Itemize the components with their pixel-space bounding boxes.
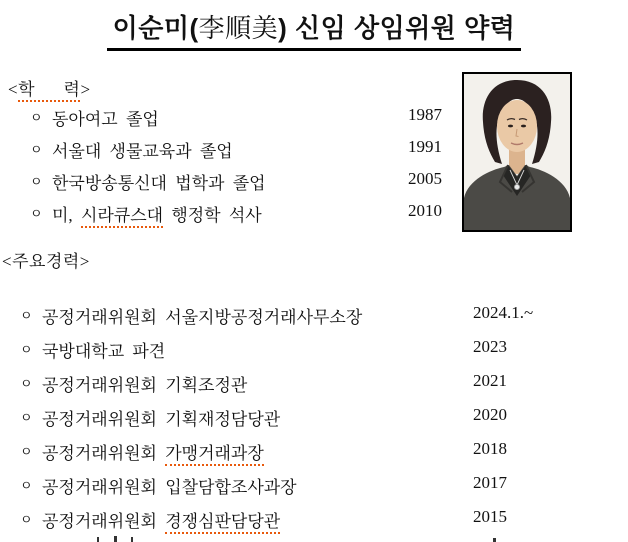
bracket-close: >	[79, 252, 90, 271]
bullet-marker: ㅇ	[30, 142, 43, 157]
bullet-marker: ㅇ	[20, 376, 33, 391]
spellcheck-underlined-word: 시라큐스대	[81, 206, 163, 228]
career-row	[0, 436, 628, 470]
career-entry-text: 공정거래위원회 기획재정담당관	[42, 410, 281, 429]
career-entry-text: 공정거래위원회 서울지방공정거래사무소장	[42, 308, 363, 327]
clipped-next-line-mark	[131, 537, 133, 542]
bullet-marker: ㅇ	[20, 342, 33, 357]
education-header-label: 학 력	[18, 80, 80, 102]
education-entry-text: 미, 시라큐스대 행정학 석사	[52, 201, 262, 226]
bullet-marker: ㅇ	[20, 512, 33, 527]
bullet-marker: ㅇ	[20, 308, 33, 323]
clipped-next-line-mark	[493, 538, 496, 542]
portrait-illustration	[464, 74, 570, 230]
title-suffix: ) 신임 상임위원 약력	[278, 13, 516, 43]
career-entry-year: 2024.1.~	[473, 303, 534, 322]
clipped-next-line-mark	[114, 536, 117, 542]
bullet-marker: ㅇ	[20, 444, 33, 459]
career-entry-year: 2021	[473, 371, 507, 390]
career-entry-year: 2018	[473, 439, 507, 458]
career-entry-text: 국방대학교 파견	[42, 342, 166, 361]
education-section-header	[8, 75, 91, 100]
title-name-hanja: 李順美	[198, 13, 279, 43]
portrait-photo	[462, 72, 572, 232]
career-row	[0, 504, 628, 538]
education-entry-text: 서울대 생물교육과 졸업	[52, 142, 233, 161]
education-entry-year: 2005	[408, 169, 442, 188]
career-row	[0, 300, 628, 334]
spellcheck-underlined-word: 가맹거래과장	[165, 444, 264, 466]
career-list	[0, 300, 628, 538]
career-header-label: 주요경력	[12, 252, 80, 271]
title-name-korean: 이순미(	[112, 13, 199, 43]
career-entry-text: 공정거래위원회 입찰담합조사과장	[42, 478, 297, 497]
page-title	[107, 8, 522, 51]
education-entry-text: 한국방송통신대 법학과 졸업	[52, 174, 266, 193]
bullet-marker: ㅇ	[20, 478, 33, 493]
bullet-marker: ㅇ	[30, 174, 43, 189]
career-row	[0, 334, 628, 368]
career-entry-text: 공정거래위원회 기획조정관	[42, 376, 248, 395]
bullet-marker: ㅇ	[20, 410, 33, 425]
career-entry-year: 2017	[473, 473, 507, 492]
education-entry-year: 1991	[408, 137, 442, 156]
career-row	[0, 368, 628, 402]
career-entry-year: 2020	[473, 405, 507, 424]
career-section-header	[2, 247, 90, 272]
education-entry-text: 동아여고 졸업	[52, 110, 159, 129]
bracket-open: <	[2, 252, 13, 271]
career-entry-text: 공정거래위원회 가맹거래과장	[42, 439, 264, 464]
career-row	[0, 470, 628, 504]
education-entry-year: 2010	[408, 201, 442, 220]
title-wrap	[0, 8, 628, 51]
bullet-marker: ㅇ	[30, 110, 43, 125]
education-entry-year: 1987	[408, 105, 442, 124]
bullet-marker: ㅇ	[30, 206, 43, 221]
career-entry-year: 2023	[473, 337, 507, 356]
spellcheck-underlined-word: 경쟁심판담당관	[165, 512, 280, 534]
career-entry-year: 2015	[473, 507, 507, 526]
bracket-close: >	[80, 80, 91, 99]
career-entry-text: 공정거래위원회 경쟁심판담당관	[42, 507, 280, 532]
bracket-open: <	[8, 80, 19, 99]
career-row	[0, 402, 628, 436]
clipped-next-line-mark	[97, 537, 99, 542]
